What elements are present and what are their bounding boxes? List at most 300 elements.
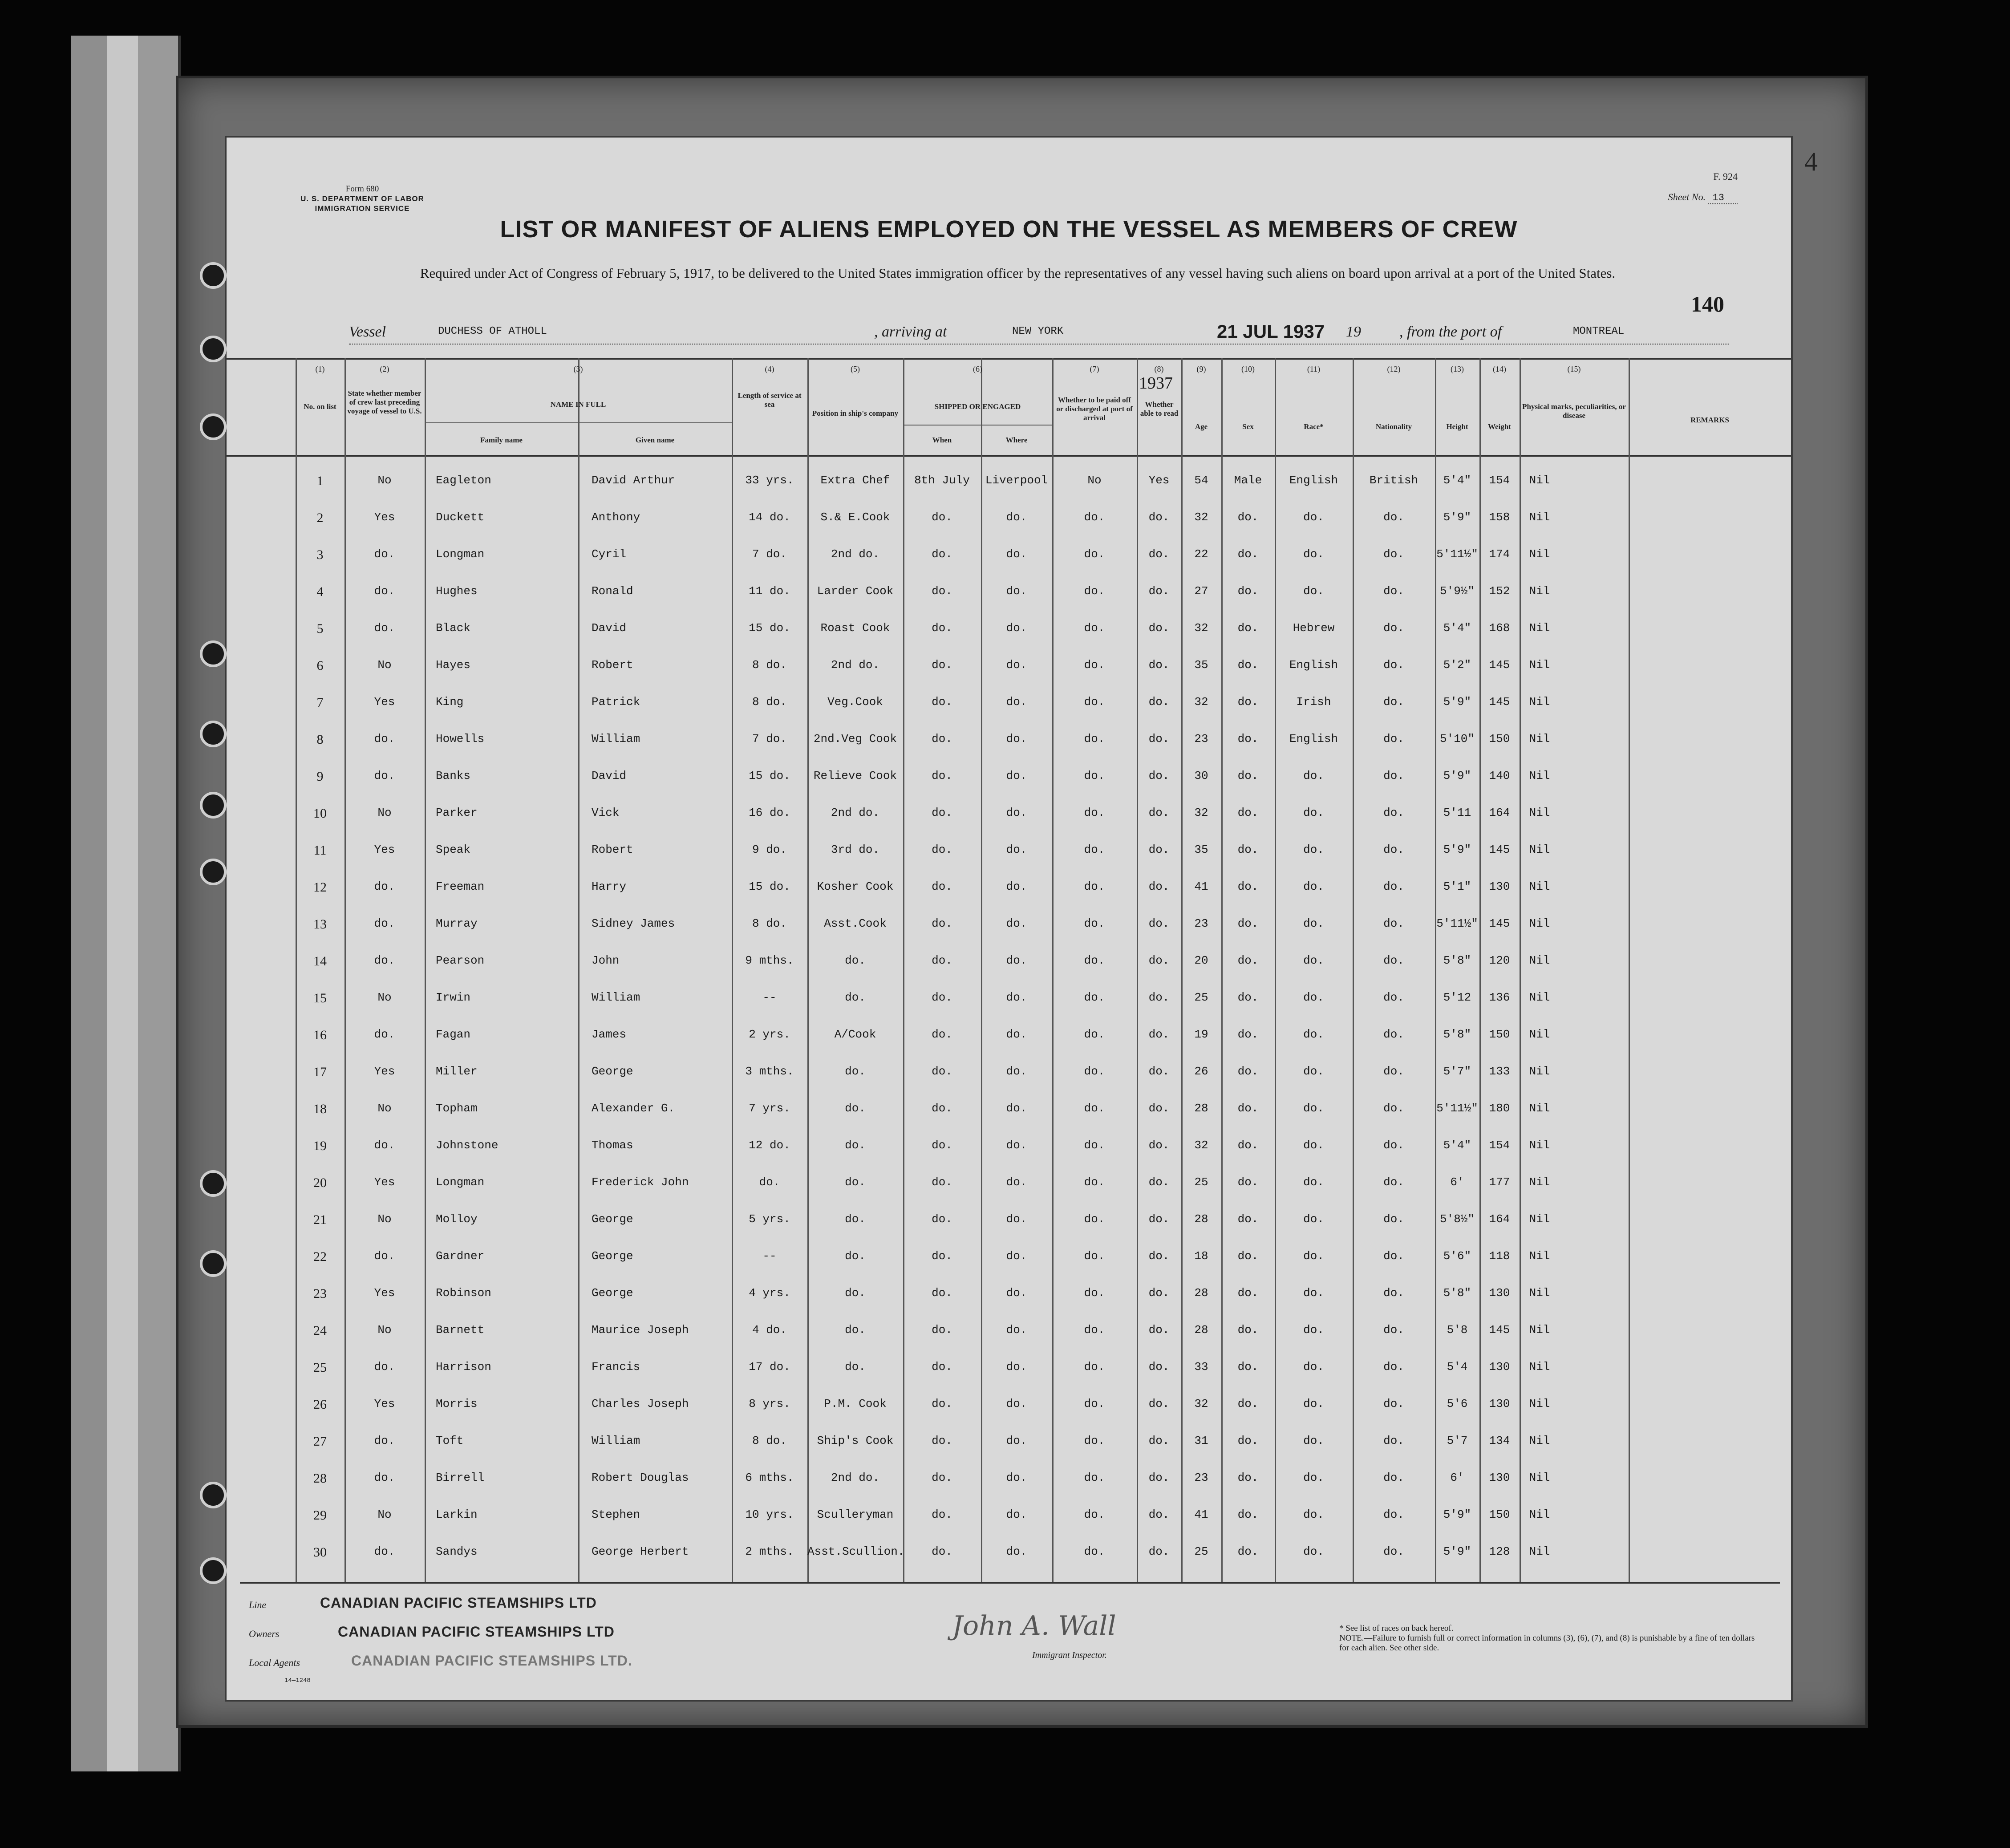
cell-age: 25 — [1194, 991, 1208, 1004]
cell-age: 19 — [1194, 1028, 1208, 1041]
cell-weight: 128 — [1489, 1545, 1510, 1558]
column-number: (12) — [1387, 365, 1401, 373]
footer-note-races: * See list of races on back hereof. — [1339, 1624, 1454, 1633]
header-age: Age — [1195, 422, 1208, 431]
cell-marks: Nil — [1529, 1397, 1550, 1410]
cell-nationality: do. — [1383, 695, 1404, 709]
cell-age: 28 — [1194, 1323, 1208, 1337]
column-number: (1) — [315, 365, 325, 373]
cell-where: Liverpool — [985, 474, 1048, 487]
cell-height: 5'9" — [1443, 769, 1471, 782]
cell-no: 4 — [316, 584, 324, 599]
cell-when: do. — [932, 732, 952, 746]
header-weight: Weight — [1488, 422, 1511, 431]
cell-given: George — [592, 1212, 633, 1226]
cell-age: 41 — [1194, 880, 1208, 893]
cell-weight: 180 — [1489, 1102, 1510, 1115]
table-row — [227, 502, 1791, 539]
cell-nationality: do. — [1383, 584, 1404, 598]
cell-service: 8 yrs. — [749, 1397, 790, 1410]
header-height: Height — [1446, 422, 1468, 431]
cell-read: do. — [1148, 1175, 1170, 1189]
vessel-info-line — [349, 321, 1729, 344]
cell-marks: Nil — [1529, 621, 1550, 635]
cell-family: Freeman — [436, 880, 485, 893]
cell-family: Barnett — [436, 1323, 485, 1337]
cell-prev: Yes — [374, 1397, 395, 1410]
cell-prev: No — [377, 658, 392, 672]
cell-given: Patrick — [592, 695, 640, 709]
cell-sex: do. — [1237, 1139, 1259, 1152]
cell-given: Robert — [592, 658, 633, 672]
cell-when: do. — [932, 658, 952, 672]
cell-given: Vick — [592, 806, 620, 819]
page-edge-strip — [107, 36, 141, 1771]
cell-no: 17 — [313, 1065, 327, 1079]
cell-family: Topham — [436, 1102, 478, 1115]
cell-read: do. — [1148, 1471, 1170, 1484]
cell-family: Morris — [436, 1397, 478, 1410]
footer-agents-row — [249, 1653, 632, 1669]
cell-weight: 140 — [1489, 769, 1510, 782]
cell-read: do. — [1148, 1139, 1170, 1152]
cell-where: do. — [1006, 1212, 1027, 1226]
cell-when: do. — [932, 695, 952, 709]
cell-family: Pearson — [436, 954, 485, 967]
cell-no: 9 — [316, 769, 324, 784]
cell-service: 10 yrs. — [745, 1508, 794, 1521]
cell-prev: Yes — [374, 695, 395, 709]
column-number: (10) — [1241, 365, 1255, 373]
cell-height: 5'6" — [1443, 1249, 1471, 1263]
cell-given: William — [592, 1434, 640, 1447]
table-row — [227, 871, 1791, 908]
cell-read: Yes — [1148, 474, 1170, 487]
cell-position: do. — [845, 1139, 866, 1152]
cell-sex: do. — [1237, 547, 1259, 561]
cell-height: 5'2" — [1443, 658, 1471, 672]
table-row — [227, 1425, 1791, 1462]
cell-marks: Nil — [1529, 1286, 1550, 1300]
cell-position: Kosher Cook — [817, 880, 894, 893]
cell-read: do. — [1148, 769, 1170, 782]
cell-race: do. — [1303, 991, 1324, 1004]
cell-position: Asst.Cook — [824, 917, 887, 930]
cell-weight: 150 — [1489, 1508, 1510, 1521]
year-label: 19 — [1346, 324, 1361, 340]
footer-notes — [1339, 1624, 1762, 1653]
cell-no: 29 — [313, 1508, 327, 1523]
cell-position: do. — [845, 1102, 866, 1115]
cell-given: David Arthur — [592, 474, 675, 487]
cell-where: do. — [1006, 1139, 1027, 1152]
cell-marks: Nil — [1529, 1508, 1550, 1521]
cell-marks: Nil — [1529, 806, 1550, 819]
cell-family: Black — [436, 621, 471, 635]
cell-prev: Yes — [374, 1175, 395, 1189]
cell-when: do. — [932, 1434, 952, 1447]
cell-age: 32 — [1194, 621, 1208, 635]
cell-marks: Nil — [1529, 584, 1550, 598]
cell-family: Longman — [436, 547, 485, 561]
table-row — [227, 1204, 1791, 1240]
cell-service: 12 do. — [749, 1139, 790, 1152]
cell-nationality: do. — [1383, 1065, 1404, 1078]
cell-where: do. — [1006, 1065, 1027, 1078]
column-number: (6) — [973, 365, 982, 373]
cell-race: do. — [1303, 1028, 1324, 1041]
cell-prev: No — [377, 991, 392, 1004]
cell-marks: Nil — [1529, 658, 1550, 672]
cell-no: 16 — [313, 1028, 327, 1042]
cell-age: 23 — [1194, 1471, 1208, 1484]
cell-paid: No — [1087, 474, 1102, 487]
cell-height: 5'8" — [1443, 954, 1471, 967]
cell-prev: do. — [374, 732, 395, 746]
cell-sex: do. — [1237, 621, 1259, 635]
cell-family: Miller — [436, 1065, 478, 1078]
cell-race: do. — [1303, 1175, 1324, 1189]
cell-race: do. — [1303, 806, 1324, 819]
cell-when: do. — [932, 991, 952, 1004]
cell-read: do. — [1148, 511, 1170, 524]
cell-given: Frederick John — [592, 1175, 689, 1189]
cell-paid: do. — [1084, 1175, 1105, 1189]
cell-age: 18 — [1194, 1249, 1208, 1263]
cell-weight: 177 — [1489, 1175, 1510, 1189]
cell-no: 1 — [316, 474, 324, 488]
cell-prev: Yes — [374, 1065, 395, 1078]
cell-where: do. — [1006, 1286, 1027, 1300]
cell-race: Hebrew — [1293, 621, 1335, 635]
cell-age: 35 — [1194, 658, 1208, 672]
cell-when: do. — [932, 917, 952, 930]
cell-prev: do. — [374, 621, 395, 635]
page-edge-strip — [138, 36, 181, 1771]
cell-service: 9 do. — [752, 843, 787, 856]
cell-sex: do. — [1237, 1286, 1259, 1300]
column-number: (11) — [1307, 365, 1321, 373]
cell-nationality: do. — [1383, 547, 1404, 561]
cell-weight: 150 — [1489, 1028, 1510, 1041]
cell-read: do. — [1148, 954, 1170, 967]
manifest-sheet — [225, 136, 1818, 1702]
cell-weight: 168 — [1489, 621, 1510, 635]
header-nationality: Nationality — [1375, 422, 1412, 431]
cell-given: Maurice Joseph — [592, 1323, 689, 1337]
cell-marks: Nil — [1529, 880, 1550, 893]
cell-sex: do. — [1237, 1360, 1259, 1374]
cell-read: do. — [1148, 806, 1170, 819]
cell-prev: do. — [374, 954, 395, 967]
cell-family: Sandys — [436, 1545, 478, 1558]
cell-family: Longman — [436, 1175, 485, 1189]
cell-sex: do. — [1237, 1028, 1259, 1041]
cell-race: do. — [1303, 917, 1324, 930]
cell-race: do. — [1303, 547, 1324, 561]
cell-height: 5'8 — [1447, 1323, 1468, 1337]
binder-hole — [200, 721, 227, 747]
cell-family: Eagleton — [436, 474, 491, 487]
cell-paid: do. — [1084, 917, 1105, 930]
cell-race: do. — [1303, 1471, 1324, 1484]
cell-read: do. — [1148, 1508, 1170, 1521]
cell-weight: 145 — [1489, 658, 1510, 672]
column-number: (15) — [1567, 365, 1581, 373]
cell-age: 31 — [1194, 1434, 1208, 1447]
cell-no: 13 — [313, 917, 327, 932]
arrival-port: NEW YORK — [1012, 325, 1064, 337]
cell-paid: do. — [1084, 1471, 1105, 1484]
cell-service: 7 do. — [752, 547, 787, 561]
cell-prev: do. — [374, 1360, 395, 1374]
cell-paid: do. — [1084, 1102, 1105, 1115]
cell-position: do. — [845, 991, 866, 1004]
cell-marks: Nil — [1529, 1471, 1550, 1484]
cell-family: Robinson — [436, 1286, 491, 1300]
cell-marks: Nil — [1529, 1139, 1550, 1152]
cell-where: do. — [1006, 621, 1027, 635]
table-row — [227, 1536, 1791, 1573]
cell-nationality: do. — [1383, 769, 1404, 782]
page-edge-strip — [71, 36, 109, 1771]
cell-paid: do. — [1084, 806, 1105, 819]
cell-nationality: do. — [1383, 1323, 1404, 1337]
cell-given: Robert — [592, 843, 633, 856]
cell-age: 23 — [1194, 732, 1208, 746]
cell-given: Cyril — [592, 547, 627, 561]
binder-hole — [200, 1557, 227, 1584]
cell-read: do. — [1148, 1286, 1170, 1300]
cell-service: 16 do. — [749, 806, 790, 819]
cell-read: do. — [1148, 1212, 1170, 1226]
cell-given: George — [592, 1286, 633, 1300]
cell-height: 5'1" — [1443, 880, 1471, 893]
cell-marks: Nil — [1529, 732, 1550, 746]
column-number: (8) — [1154, 365, 1164, 373]
cell-prev: do. — [374, 1471, 395, 1484]
cell-weight: 118 — [1489, 1249, 1510, 1263]
cell-family: King — [436, 695, 464, 709]
cell-read: do. — [1148, 1028, 1170, 1041]
cell-weight: 145 — [1489, 695, 1510, 709]
form-header-right — [1668, 171, 1738, 203]
cell-family: Parker — [436, 806, 478, 819]
cell-when: do. — [932, 1397, 952, 1410]
cell-given: Francis — [592, 1360, 640, 1374]
cell-prev: do. — [374, 584, 395, 598]
cell-race: do. — [1303, 1360, 1324, 1374]
cell-paid: do. — [1084, 1360, 1105, 1374]
binder-hole — [200, 859, 227, 885]
cell-no: 28 — [313, 1471, 327, 1486]
cell-service: 15 do. — [749, 621, 790, 635]
cell-marks: Nil — [1529, 1249, 1550, 1263]
cell-prev: do. — [374, 769, 395, 782]
footer-line-stamp: CANADIAN PACIFIC STEAMSHIPS LTD — [320, 1595, 597, 1611]
cell-sex: do. — [1237, 732, 1259, 746]
cell-nationality: do. — [1383, 1508, 1404, 1521]
cell-height: 5'8" — [1443, 1028, 1471, 1041]
cell-weight: 164 — [1489, 806, 1510, 819]
from-label: , from the port of — [1399, 324, 1502, 340]
table-row — [227, 1462, 1791, 1499]
cell-service: 15 do. — [749, 769, 790, 782]
cell-when: do. — [932, 621, 952, 635]
cell-when: do. — [932, 1249, 952, 1263]
cell-weight: 130 — [1489, 1471, 1510, 1484]
header-shipped-engaged: SHIPPED OR ENGAGED — [934, 402, 1021, 411]
cell-where: do. — [1006, 1397, 1027, 1410]
cell-read: do. — [1148, 695, 1170, 709]
cell-race: do. — [1303, 880, 1324, 893]
cell-where: do. — [1006, 1471, 1027, 1484]
cell-age: 22 — [1194, 547, 1208, 561]
table-row — [227, 945, 1791, 982]
cell-paid: do. — [1084, 1065, 1105, 1078]
manifest-table — [227, 358, 1791, 1582]
cell-sex: do. — [1237, 1175, 1259, 1189]
department-name: U. S. DEPARTMENT OF LABOR — [300, 195, 424, 203]
footer-code: 14—1248 — [284, 1677, 311, 1684]
cell-where: do. — [1006, 1323, 1027, 1337]
cell-when: do. — [932, 1323, 952, 1337]
cell-read: do. — [1148, 991, 1170, 1004]
cell-age: 28 — [1194, 1102, 1208, 1115]
cell-position: Veg.Cook — [827, 695, 883, 709]
cell-age: 25 — [1194, 1175, 1208, 1189]
cell-family: Molloy — [436, 1212, 478, 1226]
cell-sex: do. — [1237, 991, 1259, 1004]
cell-sex: do. — [1237, 695, 1259, 709]
cell-where: do. — [1006, 695, 1027, 709]
sheet-number: 13 — [1708, 192, 1738, 204]
form-number: Form 680 — [345, 184, 379, 194]
cell-nationality: do. — [1383, 658, 1404, 672]
cell-height: 5'7" — [1443, 1065, 1471, 1078]
cell-nationality: do. — [1383, 1286, 1404, 1300]
cell-service: 4 yrs. — [749, 1286, 790, 1300]
cell-when: do. — [932, 1360, 952, 1374]
header-length-of-service: Length of service at sea — [738, 391, 802, 409]
cell-race: do. — [1303, 1323, 1324, 1337]
cell-service: 33 yrs. — [745, 474, 794, 487]
cell-prev: No — [377, 1508, 392, 1521]
cell-when: do. — [932, 547, 952, 561]
cell-sex: do. — [1237, 806, 1259, 819]
header-family-name: Family name — [480, 436, 523, 444]
cell-position: do. — [845, 1286, 866, 1300]
cell-when: do. — [932, 1286, 952, 1300]
cell-family: Howells — [436, 732, 485, 746]
cell-marks: Nil — [1529, 695, 1550, 709]
table-row — [227, 1093, 1791, 1130]
cell-service: -- — [762, 991, 777, 1004]
header-paid-off: Whether to be paid off or discharged at port of arrival — [1056, 396, 1133, 422]
cell-nationality: do. — [1383, 991, 1404, 1004]
cell-nationality: do. — [1383, 1434, 1404, 1447]
cell-sex: do. — [1237, 917, 1259, 930]
footer-note-penalty: NOTE.—Failure to furnish full or correct information in columns (3), (6), (7), and (8) is punishable by a fine of ten dollars for each alien. See other side. — [1339, 1633, 1755, 1653]
table-row — [227, 1388, 1791, 1425]
cell-nationality: do. — [1383, 1139, 1404, 1152]
cell-where: do. — [1006, 732, 1027, 746]
cell-height: 5'9" — [1443, 1545, 1471, 1558]
table-row — [227, 1019, 1791, 1056]
cell-when: do. — [932, 511, 952, 524]
cell-weight: 164 — [1489, 1212, 1510, 1226]
table-row — [227, 612, 1791, 649]
cell-height: 5'11 — [1443, 806, 1471, 819]
cell-service: -- — [762, 1249, 777, 1263]
cell-weight: 130 — [1489, 1360, 1510, 1374]
cell-sex: do. — [1237, 1212, 1259, 1226]
cell-race: do. — [1303, 954, 1324, 967]
cell-nationality: do. — [1383, 732, 1404, 746]
cell-height: 5'11½" — [1436, 547, 1478, 561]
cell-where: do. — [1006, 917, 1027, 930]
cell-given: Harry — [592, 880, 627, 893]
table-row — [227, 1130, 1791, 1167]
cell-family: Murray — [436, 917, 478, 930]
cell-race: do. — [1303, 1249, 1324, 1263]
cell-position: do. — [845, 1323, 866, 1337]
cell-no: 5 — [316, 621, 324, 636]
cell-no: 14 — [313, 954, 327, 969]
cell-race: do. — [1303, 1139, 1324, 1152]
cell-no: 22 — [313, 1249, 327, 1264]
cell-nationality: do. — [1383, 1028, 1404, 1041]
cell-where: do. — [1006, 584, 1027, 598]
table-row — [227, 760, 1791, 797]
cell-weight: 136 — [1489, 991, 1510, 1004]
document-subtitle: Required under Act of Congress of February 5, 1917, to be delivered to the United States immigration officer by the representatives of any vessel having such aliens on board upon arrival at a port of the United States. — [420, 265, 1616, 281]
cell-race: do. — [1303, 843, 1324, 856]
cell-position: Sculleryman — [817, 1508, 894, 1521]
cell-no: 7 — [316, 695, 324, 710]
cell-height: 5'10" — [1439, 732, 1475, 746]
cell-service: 9 mths. — [745, 954, 794, 967]
table-row — [227, 1277, 1791, 1314]
cell-prev: Yes — [374, 511, 395, 524]
cell-no: 20 — [313, 1175, 327, 1190]
cell-weight: 130 — [1489, 1397, 1510, 1410]
column-number: (4) — [765, 365, 774, 373]
cell-age: 35 — [1194, 843, 1208, 856]
cell-sex: do. — [1237, 1102, 1259, 1115]
cell-when: do. — [932, 1139, 952, 1152]
cell-prev: do. — [374, 1028, 395, 1041]
cell-service: 17 do. — [749, 1360, 790, 1374]
cell-race: do. — [1303, 1508, 1324, 1521]
header-sex: Sex — [1242, 422, 1254, 431]
cell-age: 30 — [1194, 769, 1208, 782]
cell-race: do. — [1303, 584, 1324, 598]
cell-marks: Nil — [1529, 769, 1550, 782]
cell-position: Roast Cook — [820, 621, 890, 635]
cell-family: Larkin — [436, 1508, 478, 1521]
cell-position: do. — [845, 1212, 866, 1226]
cell-read: do. — [1148, 1323, 1170, 1337]
cell-given: George — [592, 1249, 633, 1263]
form-code: F. 924 — [1713, 171, 1738, 182]
cell-family: Birrell — [436, 1471, 485, 1484]
cell-marks: Nil — [1529, 1028, 1550, 1041]
cell-weight: 120 — [1489, 954, 1510, 967]
cell-nationality: do. — [1383, 806, 1404, 819]
cell-paid: do. — [1084, 1249, 1105, 1263]
cell-where: do. — [1006, 1545, 1027, 1558]
